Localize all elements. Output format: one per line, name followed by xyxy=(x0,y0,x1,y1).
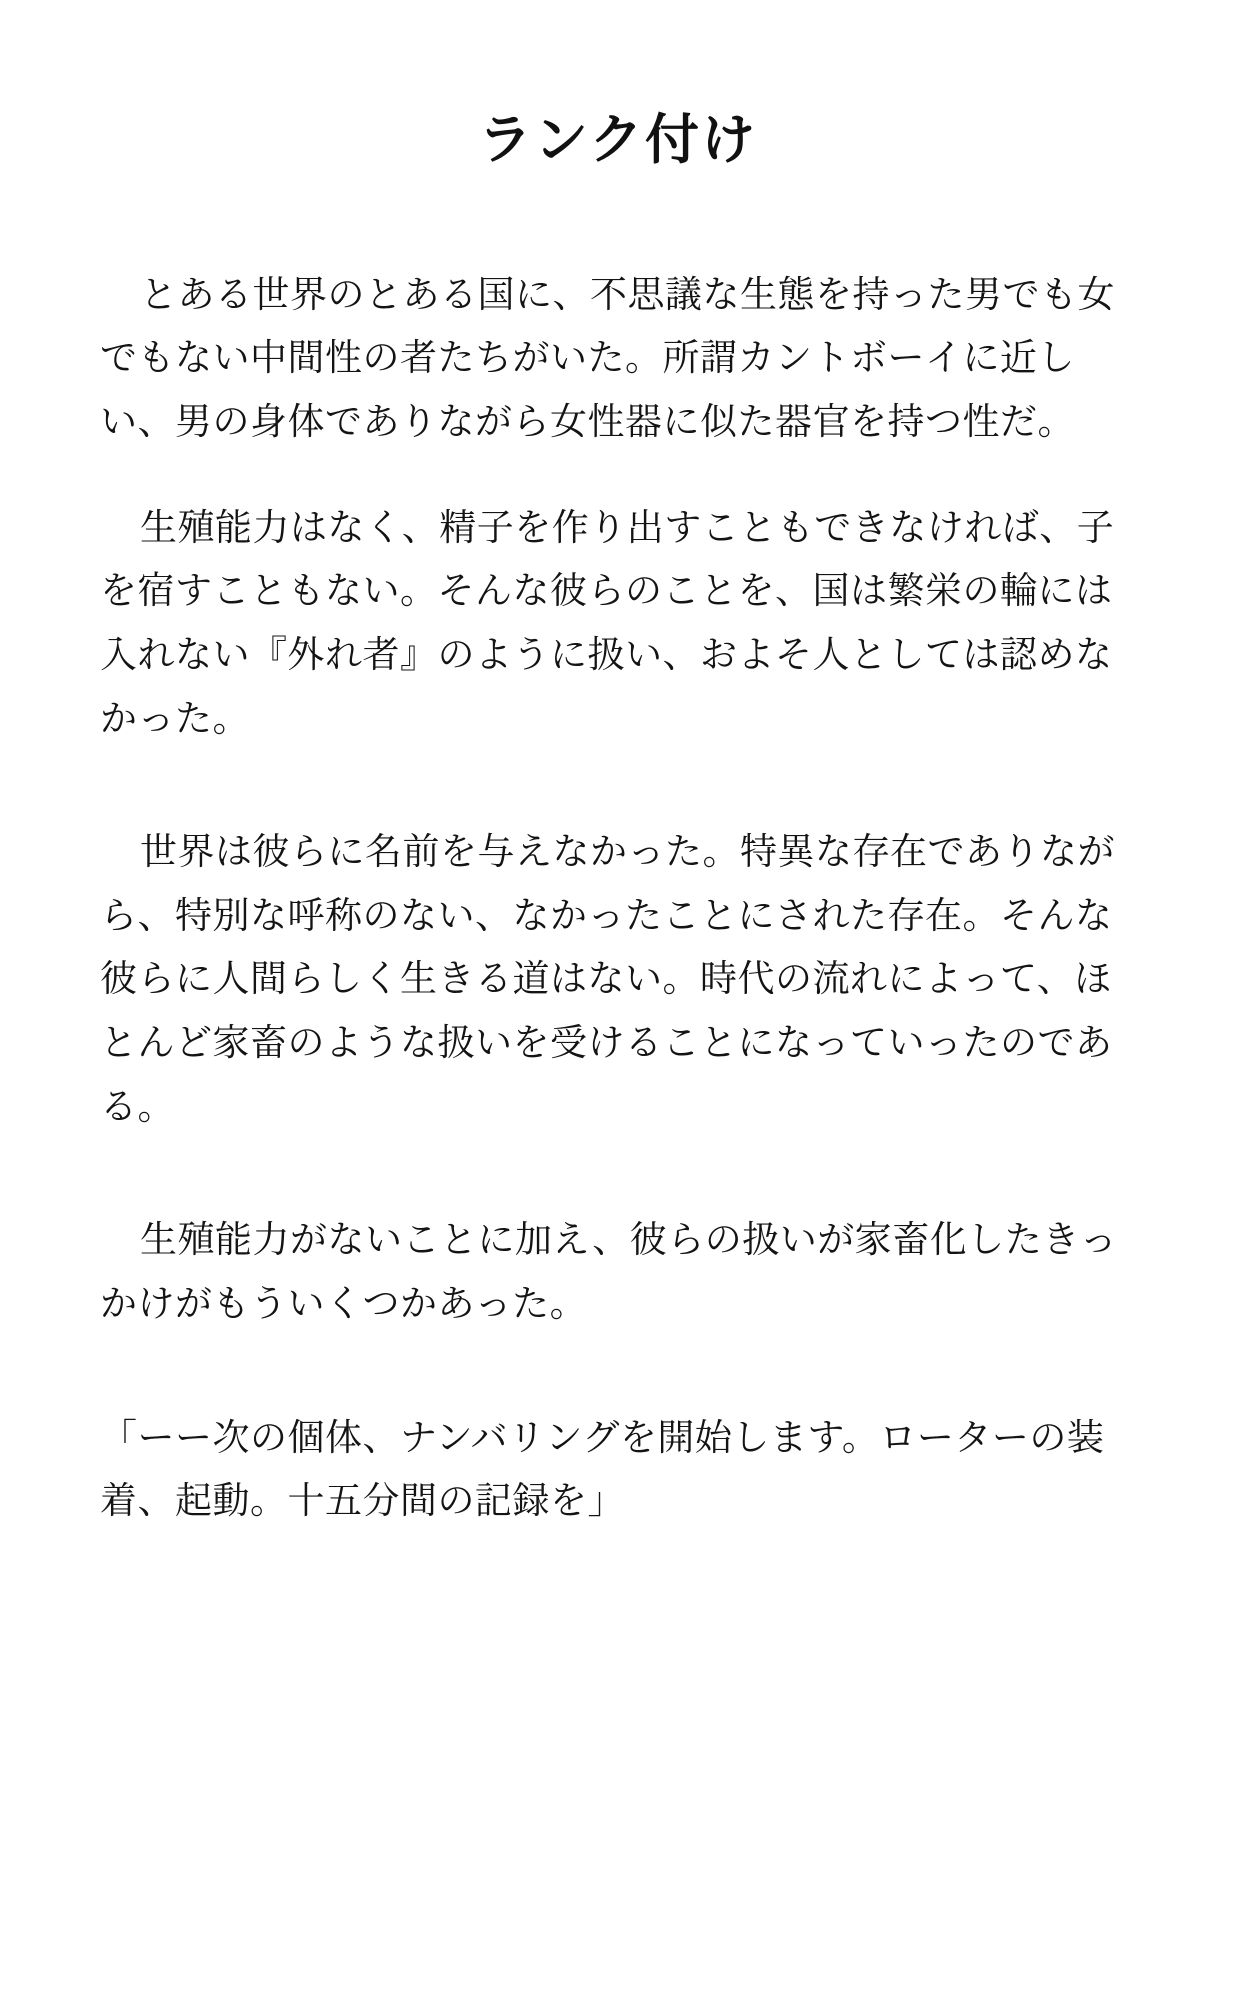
paragraph-3: 世界は彼らに名前を与えなかった。特異な存在でありながら、特別な呼称のない、なかったことにされた存在。そんな彼らに人間らしく生きる道はない。時代の流れによって、ほとんど家畜のような扱いを受けることになっていったのである。 xyxy=(100,831,1115,1127)
document-body xyxy=(0,263,1235,1533)
paragraph-5: 「ーー次の個体、ナンバリングを開始します。ローターの装着、起動。十五分間の記録を」 xyxy=(100,1416,1105,1522)
page-title: ランク付け xyxy=(478,110,757,170)
paragraph-2: 生殖能力はなく、精子を作り出すこともできなければ、子を宿すこともない。そんな彼らのことを、国は繁栄の輪には入れない『外れ者』のように扱い、およそ人としては認めなかった。 xyxy=(100,506,1115,739)
paragraph-1: とある世界のとある国に、不思議な生態を持った男でも女でもない中間性の者たちがいた。所謂カントボーイに近しい、男の身体でありながら女性器に似た器官を持つ性だ。 xyxy=(100,273,1115,443)
paragraph-4: 生殖能力がないことに加え、彼らの扱いが家畜化したきっかけがもういくつかあった。 xyxy=(100,1219,1118,1324)
